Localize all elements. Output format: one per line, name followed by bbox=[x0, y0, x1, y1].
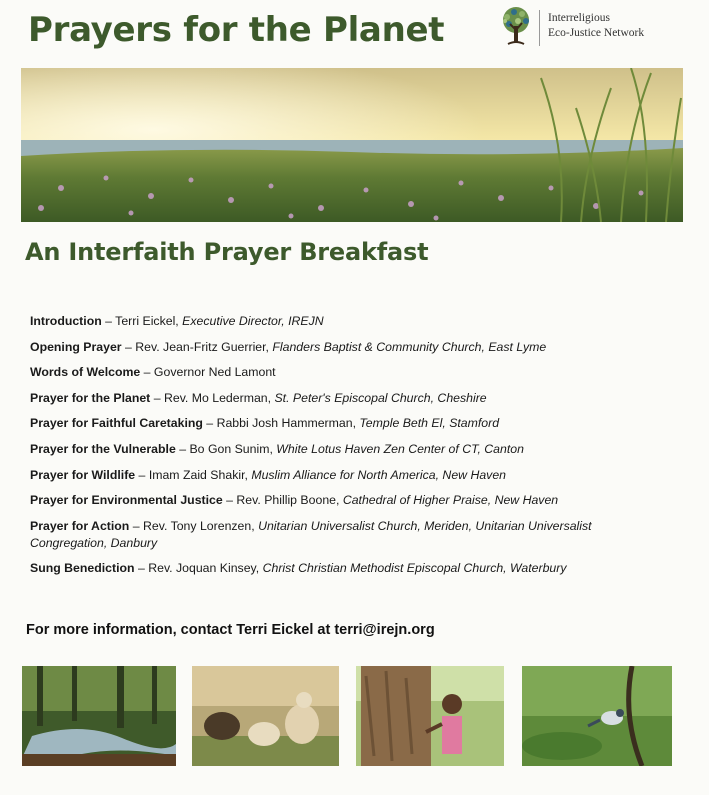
program-role: Prayer for Action bbox=[30, 518, 130, 533]
bird-photo bbox=[522, 666, 672, 766]
program-role: Prayer for Wildlife bbox=[30, 467, 136, 482]
program-item bbox=[30, 390, 670, 407]
program-affiliation: Temple Beth El, Stamford bbox=[359, 416, 500, 431]
program-item bbox=[30, 364, 670, 381]
tree-hug-photo bbox=[356, 666, 504, 766]
program-dash: – bbox=[175, 441, 190, 456]
program-dash: – bbox=[150, 390, 164, 405]
program-role: Prayer for the Vulnerable bbox=[30, 441, 176, 456]
program-list bbox=[30, 313, 670, 586]
tree-icon bbox=[496, 6, 536, 48]
program-affiliation: Executive Director, IREJN bbox=[182, 314, 324, 328]
program-dash: – bbox=[134, 561, 149, 576]
program-person: Rev. Joquan Kinsey, bbox=[148, 561, 263, 576]
program-person: Imam Zaid Shakir, bbox=[148, 467, 252, 482]
program-role: Prayer for Faithful Caretaking bbox=[30, 416, 203, 431]
program-item bbox=[30, 518, 670, 552]
program-person: Rabbi Josh Hammerman, bbox=[216, 416, 360, 431]
program-dash: – bbox=[101, 314, 116, 328]
program-affiliation: Christ Christian Methodist Episcopal Church, Waterbury bbox=[262, 561, 567, 576]
program-role: Introduction bbox=[30, 314, 102, 328]
photo-strip bbox=[22, 666, 672, 768]
program-person: Rev. Jean-Fritz Guerrier, bbox=[135, 339, 273, 354]
program-dash: – bbox=[202, 416, 217, 431]
program-role: Sung Benediction bbox=[30, 561, 135, 576]
program-affiliation: Unitarian Universalist Church, Meriden, Unitarian Universalist Congregation, Danbury bbox=[30, 518, 592, 550]
program-person: Rev. Phillip Boone, bbox=[236, 493, 343, 508]
irejn-logo bbox=[496, 6, 696, 50]
program-dash: – bbox=[140, 365, 154, 380]
program-affiliation: Muslim Alliance for North America, New Haven bbox=[251, 467, 506, 482]
program-person: Rev. Mo Lederman, bbox=[163, 390, 275, 405]
page-title: Prayers for the Planet bbox=[28, 10, 445, 50]
program-item bbox=[30, 313, 670, 330]
logo-text bbox=[548, 11, 644, 41]
program-role: Prayer for Environmental Justice bbox=[30, 493, 223, 508]
program-role: Opening Prayer bbox=[30, 339, 122, 354]
program-dash: – bbox=[222, 493, 237, 508]
logo-line-1: Interreligious bbox=[548, 12, 610, 24]
program-role: Words of Welcome bbox=[30, 365, 141, 380]
program-person: Terri Eickel, bbox=[115, 314, 183, 328]
hero-meadow-image bbox=[21, 68, 683, 222]
logo-divider bbox=[539, 10, 540, 46]
logo-line-2: Eco-Justice Network bbox=[548, 27, 645, 39]
program-item bbox=[30, 441, 670, 458]
program-dash: – bbox=[135, 467, 149, 482]
program-item bbox=[30, 492, 670, 509]
forest-stream-photo bbox=[22, 666, 176, 766]
program-item bbox=[30, 339, 670, 356]
program-affiliation: Flanders Baptist & Community Church, East Lyme bbox=[272, 339, 547, 354]
program-person: Rev. Tony Lorenzen, bbox=[143, 518, 259, 533]
program-person: Bo Gon Sunim, bbox=[189, 441, 277, 456]
program-item bbox=[30, 467, 670, 484]
program-dash: – bbox=[121, 339, 136, 354]
program-affiliation: Cathedral of Higher Praise, New Haven bbox=[342, 493, 559, 508]
event-subtitle: An Interfaith Prayer Breakfast bbox=[25, 238, 429, 266]
contact-line: For more information, contact Terri Eickel at terri@irejn.org bbox=[26, 622, 435, 638]
program-affiliation: St. Peter's Episcopal Church, Cheshire bbox=[274, 390, 487, 405]
program-affiliation: White Lotus Haven Zen Center of CT, Canton bbox=[276, 441, 524, 456]
program-item bbox=[30, 415, 670, 432]
program-dash: – bbox=[129, 518, 143, 533]
program-person: Governor Ned Lamont bbox=[153, 365, 276, 380]
program-item bbox=[30, 560, 670, 577]
animals-photo bbox=[192, 666, 339, 766]
program-role: Prayer for the Planet bbox=[30, 390, 151, 405]
